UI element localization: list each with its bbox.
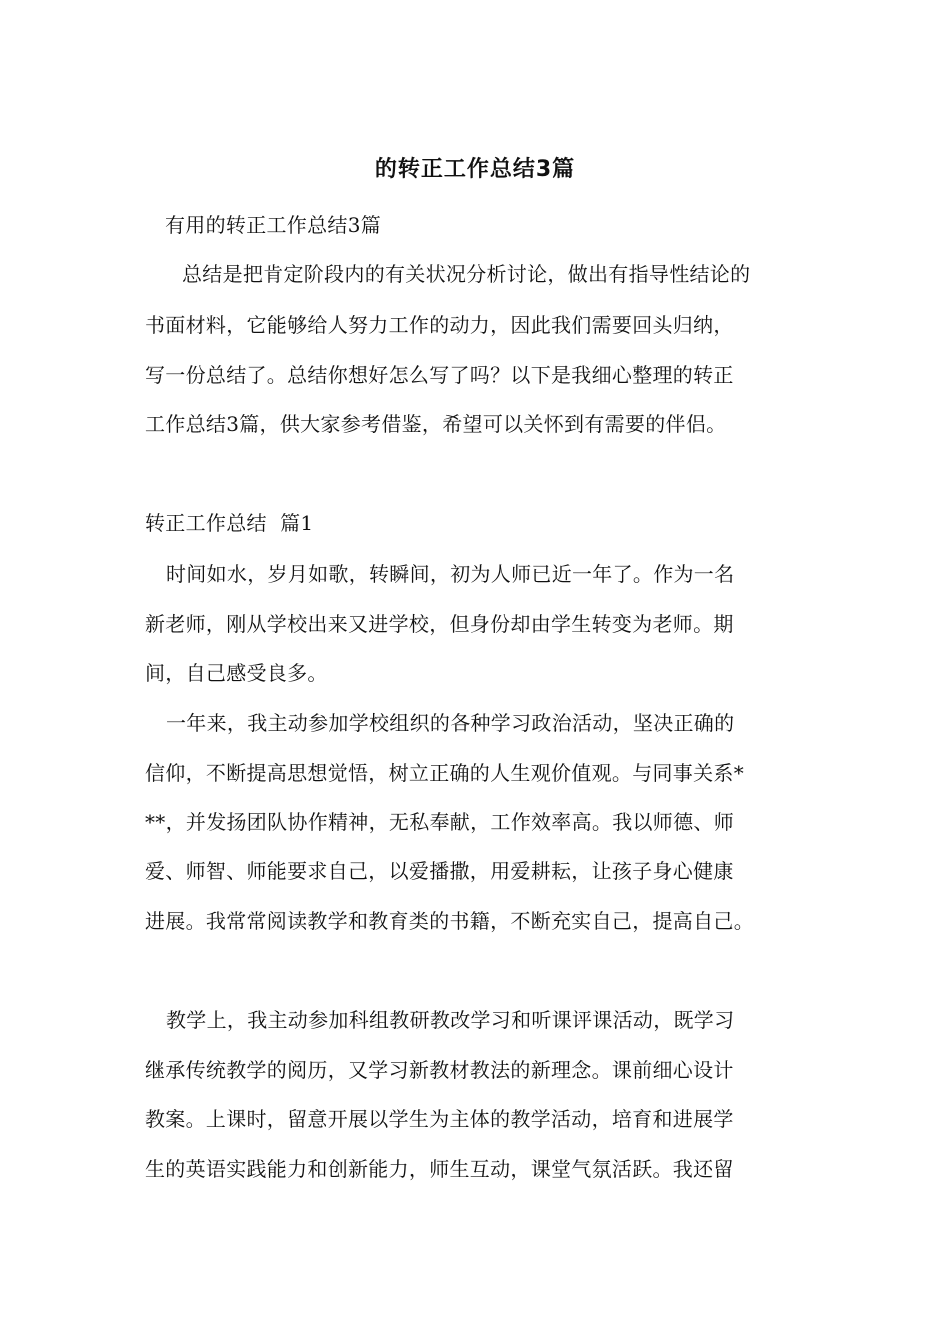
para2-line-5: 进展。我常常阅读教学和教育类的书籍，不断充实自己，提高自己。 — [145, 909, 754, 933]
para2-line-4: 爱、师智、师能要求自己，以爱播撒，用爱耕耘，让孩子身心健康 — [145, 859, 734, 883]
intro-line-4: 工作总结3篇，供大家参考借鉴，希望可以关怀到有需要的伴侣。 — [145, 412, 727, 436]
para3-line-3: 教案。上课时，留意开展以学生为主体的教学活动，培育和进展学 — [145, 1107, 734, 1131]
para3-line-1: 教学上，我主动参加科组教研教改学习和听课评课活动，既学习 — [166, 1008, 735, 1032]
section-heading: 转正工作总结 篇1 — [145, 511, 314, 535]
para2-line-2: 信仰，不断提高思想觉悟，树立正确的人生观价值观。与同事关系* — [145, 761, 744, 785]
intro-line-3: 写一份总结了。总结你想好怎么写了吗？以下是我细心整理的转正 — [145, 363, 734, 387]
document-title: 的转正工作总结3篇 — [374, 157, 576, 182]
para2-line-1: 一年来，我主动参加学校组织的各种学习政治活动，坚决正确的 — [166, 711, 735, 735]
para1-line-2: 新老师，刚从学校出来又进学校，但身份却由学生转变为老师。期 — [145, 612, 734, 636]
document-subtitle: 有用的转正工作总结3篇 — [165, 213, 382, 237]
intro-line-1: 总结是把肯定阶段内的有关状况分析讨论，做出有指导性结论的 — [182, 262, 751, 286]
para3-line-4: 生的英语实践能力和创新能力，师生互动，课堂气氛活跃。我还留 — [145, 1157, 734, 1181]
para2-line-3: **，并发扬团队协作精神，无私奉献，工作效率高。我以师德、师 — [145, 810, 734, 834]
para1-line-3: 间，自己感受良多。 — [145, 661, 328, 685]
intro-line-2: 书面材料，它能够给人努力工作的动力，因此我们需要回头归纳， — [145, 313, 734, 337]
para3-line-2: 继承传统教学的阅历，又学习新教材教法的新理念。课前细心设计 — [145, 1058, 734, 1082]
para1-line-1: 时间如水，岁月如歌，转瞬间，初为人师已近一年了。作为一名 — [166, 562, 735, 586]
